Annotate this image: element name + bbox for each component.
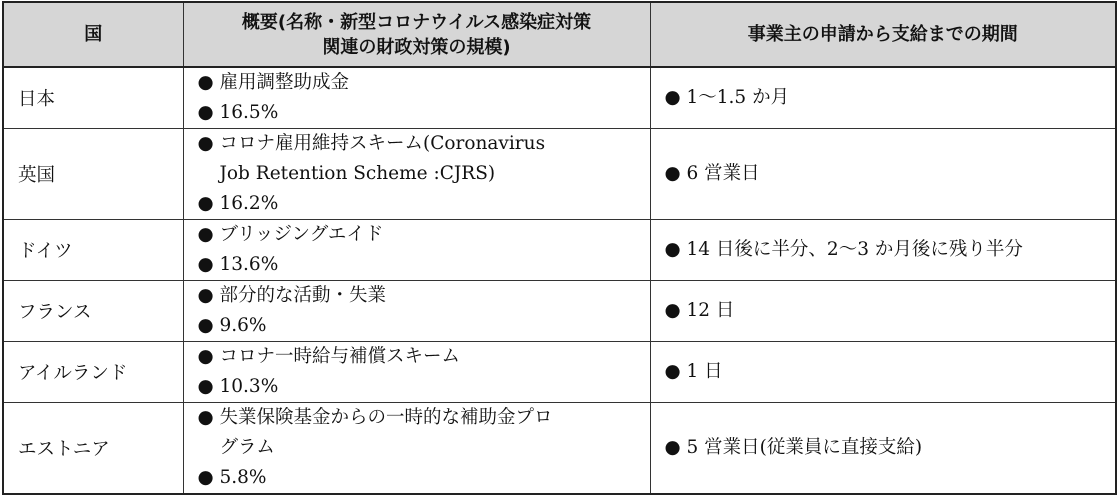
period-cell (650, 129, 1116, 220)
scheme-name: コロナ一時給与補償スキーム (219, 346, 461, 367)
period-value: 1〜1.5 か月 (686, 87, 790, 108)
bullet-icon: ● (664, 300, 681, 321)
scale-item (198, 98, 644, 128)
table-row-estonia (3, 403, 1116, 495)
period-cell (650, 220, 1116, 281)
scheme-name-continued: Job Retention Scheme :CJRS) (219, 163, 496, 184)
bullet-icon: ● (197, 315, 214, 336)
bullet-icon: ● (197, 72, 214, 93)
period-value: 14 日後に半分、2〜3 か月後に残り半分 (686, 239, 1023, 260)
header-summary-line1: 概要(名称・新型コロナウイルス感染症対策 (241, 11, 592, 33)
scheme-item (198, 281, 644, 311)
period-value: 5 営業日(従業員に直接支給) (686, 437, 923, 458)
fiscal-scale: 10.3% (219, 376, 279, 397)
summary-cell (183, 220, 650, 281)
scale-item (198, 189, 644, 219)
bullet-icon: ● (197, 346, 214, 367)
fiscal-scale: 16.5% (219, 102, 279, 123)
table-row-france (3, 281, 1116, 342)
fiscal-scale: 9.6% (219, 315, 267, 336)
support-table-container (2, 1, 1115, 495)
scheme-name-continued: グラム (219, 437, 275, 458)
fiscal-scale: 13.6% (219, 254, 279, 275)
country-cell: アイルランド (3, 342, 183, 403)
header-summary-line2: 関連の財政対策の規模) (322, 36, 511, 58)
scheme-name: 雇用調整助成金 (219, 72, 350, 93)
bullet-icon: ● (197, 193, 214, 214)
header-period (650, 2, 1116, 67)
bullet-icon: ● (197, 102, 214, 123)
country-cell: ドイツ (3, 220, 183, 281)
bullet-icon: ● (664, 163, 681, 184)
scheme-item (198, 220, 644, 250)
scheme-item (198, 129, 644, 159)
bullet-icon: ● (664, 239, 681, 260)
header-summary (183, 2, 650, 67)
summary-cell (183, 281, 650, 342)
country-cell: エストニア (3, 403, 183, 495)
fiscal-scale: 16.2% (219, 193, 279, 214)
period-item (665, 433, 1116, 463)
scale-item (198, 372, 644, 402)
scheme-item (198, 68, 644, 98)
period-cell (650, 281, 1116, 342)
table-row-ireland (3, 342, 1116, 403)
bullet-icon: ● (197, 376, 214, 397)
scale-item (198, 311, 644, 341)
period-item (665, 159, 1116, 189)
header-country (3, 2, 183, 67)
summary-cell (183, 129, 650, 220)
table-row-japan (3, 67, 1116, 129)
bullet-icon: ● (197, 224, 214, 245)
scheme-name: 失業保険基金からの一時的な補助金プロ (219, 407, 553, 428)
country-cell: 英国 (3, 129, 183, 220)
table-row-uk (3, 129, 1116, 220)
summary-cell (183, 67, 650, 129)
scheme-name: ブリッジングエイド (219, 224, 384, 245)
summary-cell (183, 342, 650, 403)
bullet-icon: ● (197, 467, 214, 488)
country-cell: フランス (3, 281, 183, 342)
table-row-germany (3, 220, 1116, 281)
employment-support-table (2, 1, 1117, 495)
period-cell (650, 67, 1116, 129)
scale-item (198, 250, 644, 280)
period-item (665, 83, 1116, 113)
scheme-name: 部分的な活動・失業 (219, 285, 387, 306)
period-value: 12 日 (686, 300, 735, 321)
summary-cell (183, 403, 650, 495)
header-period-label: 事業主の申請から支給までの期間 (747, 24, 1018, 45)
bullet-icon: ● (197, 133, 214, 154)
period-item (665, 235, 1116, 265)
scheme-name: コロナ雇用維持スキーム(Coronavirus (219, 133, 546, 154)
period-item (665, 296, 1116, 326)
bullet-icon: ● (197, 407, 214, 428)
scheme-item (198, 342, 644, 372)
bullet-icon: ● (664, 437, 681, 458)
period-value: 1 日 (686, 361, 723, 382)
header-country-label: 国 (84, 24, 103, 45)
period-cell (650, 342, 1116, 403)
period-cell (650, 403, 1116, 495)
bullet-icon: ● (664, 361, 681, 382)
bullet-icon: ● (664, 87, 681, 108)
period-value: 6 営業日 (686, 163, 760, 184)
fiscal-scale: 5.8% (219, 467, 267, 488)
scale-item (198, 463, 644, 493)
header-row (3, 2, 1116, 67)
bullet-icon: ● (197, 285, 214, 306)
period-item (665, 357, 1116, 387)
scheme-item (198, 403, 644, 433)
bullet-icon: ● (197, 254, 214, 275)
country-cell: 日本 (3, 67, 183, 129)
